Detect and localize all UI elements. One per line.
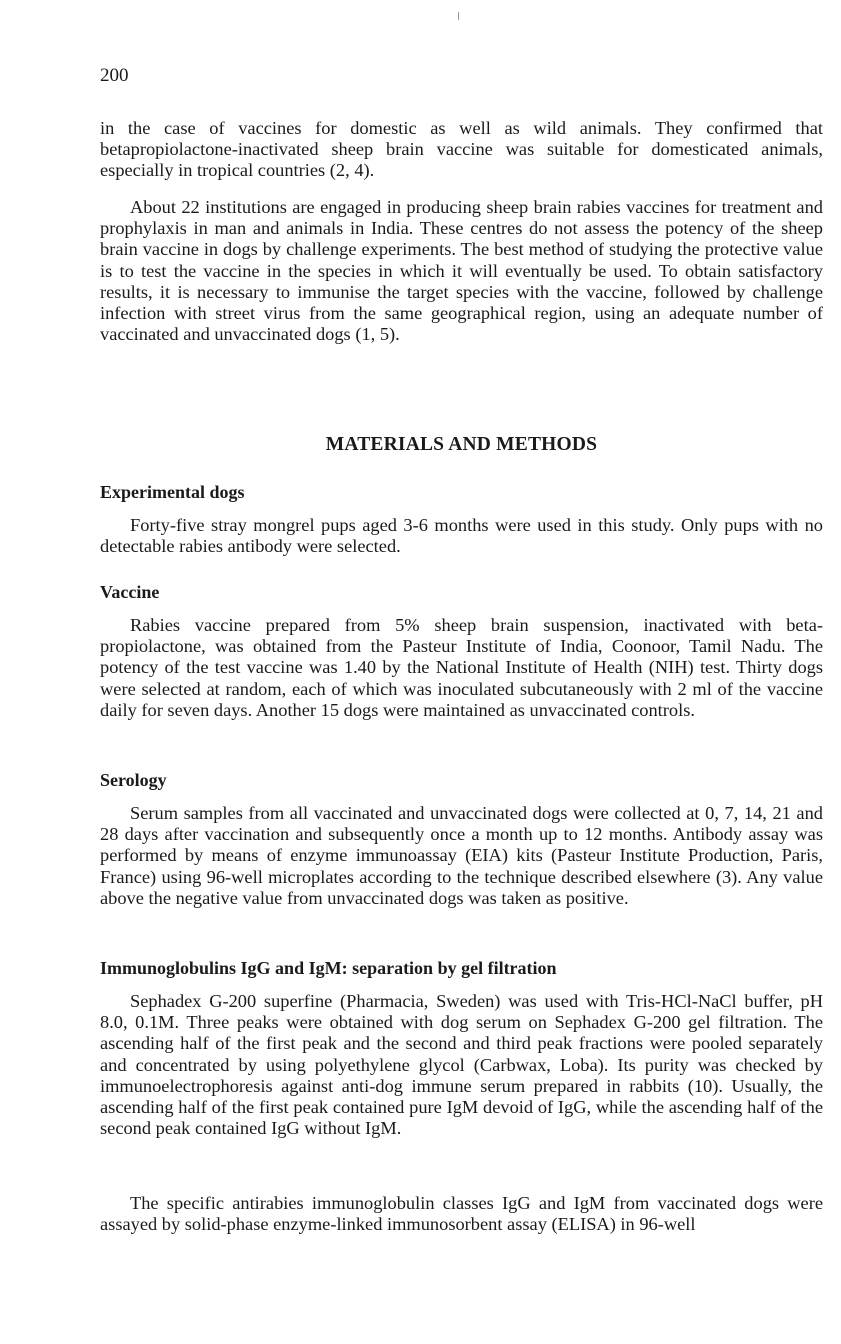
vaccine-text: Rabies vaccine prepared from 5% sheep brain suspension, inactivated with beta-propiolactone, was obtained from the Pasteur Institute of India, Coonoor, Tamil Nadu. The potency of the test vaccine was 1.40 by the National Institute of Health (NIH) test. Thirty dogs were selected at random, each of which was inoculated subcutaneously with 2 ml of the vaccine daily for seven days. Another 15 dogs were maintained as unvaccinated controls. (100, 615, 823, 720)
experimental-dogs-block (100, 515, 823, 557)
immunoglobulins-text-2: The specific antirabies immunoglobulin classes IgG and IgM from vaccinated dogs were assayed by solid-phase enzyme-linked immunosorbent assay (ELISA) in 96-well (100, 1193, 823, 1235)
serology-block (100, 803, 823, 909)
experimental-dogs-text: Forty-five stray mongrel pups aged 3-6 months were used in this study. Only pups with no detectable rabies antibody were selected. (100, 515, 823, 557)
paragraph-institutions (100, 197, 823, 345)
subheading-experimental-dogs: Experimental dogs (100, 482, 245, 502)
paragraph-intro (100, 118, 823, 182)
immunoglobulins-text-1: Sephadex G-200 superfine (Pharmacia, Sweden) was used with Tris-HCl-NaCl buffer, pH 8.0, 0.1M. Three peaks were obtained with dog serum on Sephadex G-200 gel filtration. The ascending half of the first peak and the second and third peak fractions were pooled separately and concentrated by using polyethylene glycol (Carbwax, Loba). Its purity was checked by immunoelectrophoresis against anti-dog immune serum prepared in rabbits (10). Usually, the ascending half of the first peak contained pure IgM devoid of IgG, while the ascending half of the second peak contained IgG without IgM. (100, 991, 823, 1139)
page-number: 200 (100, 65, 129, 86)
section-title: MATERIALS AND METHODS (325, 434, 598, 455)
subheading-serology: Serology (100, 770, 167, 790)
immunoglobulins-block-1 (100, 991, 823, 1139)
serology-text: Serum samples from all vaccinated and unvaccinated dogs were collected at 0, 7, 14, 21 and 28 days after vaccination and subsequently once a month up to 12 months. Antibody assay was performed by means of enzyme immunoassay (EIA) kits (Pasteur Institute Production, Paris, France) using 96-well microplates according to the technique described elsewhere (3). Any value above the negative value from unvaccinated dogs was taken as positive. (100, 803, 823, 908)
subheading-vaccine: Vaccine (100, 582, 160, 602)
subheading-immunoglobulins: Immunoglobulins IgG and IgM: separation by gel filtration (100, 958, 557, 978)
scan-speck (458, 12, 459, 20)
paragraph-1: in the case of vaccines for domestic as well as wild animals. They confirmed that betapropiolactone-inactivated sheep brain vaccine was suitable for domesticated animals, especially in tropical countries (2, 4). (100, 118, 823, 181)
paragraph-2: About 22 institutions are engaged in producing sheep brain rabies vaccines for treatment and prophylaxis in man and animals in India. These centres do not assess the potency of the sheep brain vaccine in dogs by challenge experiments. The best method of studying the protective value is to test the vaccine in the species in which it will eventually be used. To obtain satisfactory results, it is necessary to immunise the target species with the vaccine, followed by challenge infection with street virus from the same geographical region, using an adequate number of vaccinated and unvaccinated dogs (1, 5). (100, 197, 823, 345)
vaccine-block (100, 615, 823, 721)
immunoglobulins-block-2 (100, 1193, 823, 1235)
